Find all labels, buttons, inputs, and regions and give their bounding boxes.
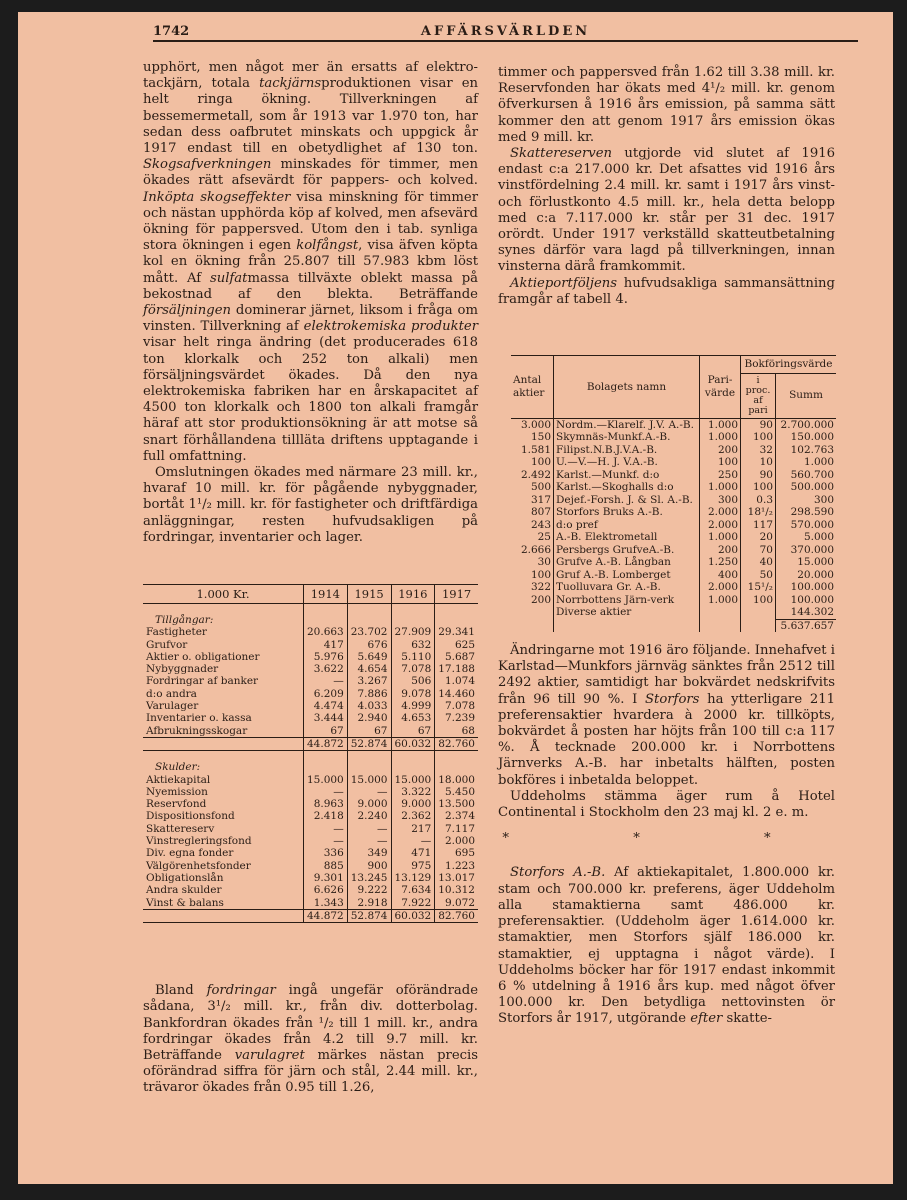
- table-row: [143, 835, 478, 847]
- row-label: Nybyggnader: [146, 663, 219, 676]
- italic-term: kolfångst: [296, 238, 359, 254]
- empty-cell: [304, 604, 348, 627]
- row-value: —: [347, 835, 391, 847]
- row-value: 3.444: [304, 712, 348, 724]
- empty-cell: [511, 619, 554, 632]
- portfolio-cell: 250: [700, 469, 741, 482]
- right-paragraph-5: Uddeholms stämma äger rum å Hotel Continental i Stockholm den 23 maj kl. 2 e. m.: [498, 788, 835, 821]
- table-row: [143, 810, 478, 822]
- row-value: 417: [304, 639, 348, 651]
- portfolio-row: [511, 606, 836, 619]
- row-label: Varulager: [146, 700, 199, 713]
- row-value: 695: [435, 847, 478, 859]
- portfolio-cell: 10: [741, 456, 776, 469]
- row-value: 336: [304, 847, 348, 859]
- portfolio-cell: 1.000: [700, 481, 741, 494]
- portfolio-cell: 2.700.000: [776, 418, 837, 431]
- row-value: 4.474: [304, 700, 348, 712]
- portfolio-cell: 20: [741, 531, 776, 544]
- row-value: 4.999: [391, 700, 435, 712]
- portfolio-body: [511, 418, 836, 632]
- row-value: 4.653: [391, 712, 435, 724]
- portfolio-cell: d:o pref: [554, 519, 700, 532]
- portfolio-cell: 200: [530, 593, 551, 606]
- empty-cell: [304, 751, 348, 774]
- empty-cell: [741, 619, 776, 632]
- portfolio-cell: Karlst.—Skoghalls d:o: [554, 481, 700, 494]
- portfolio-cell: 322: [530, 581, 551, 593]
- left-paragraph-1: upphört, men något mer än ersatts af elektro-tackjärn, totala tackjärnsproduktionen visar en helt ringa ökning. Tillverkningen af bessemermetall, som år 1913 var 1.970 ton, har sedan dess oafbrutet minskats och uppgick år 1917 endast till en obetydlighet af 130 ton. Skogsafverkningen minskades för timmer, men ökades rätt afsevärdt för pappers- och kolved. Inköpta skogseffekter visa minskning för timmer och nästan upphörda köp af kolved, men afsevärd ökning för pappersved. Utom den i tab. synliga stora ökningen i egen kolfångst, visa äfven köpta kol en ökning från 25.807 till 57.983 kbm löst mått. Af sulfatmassa tillväxte oblekt massa på bekostnad af den blekta. Beträffande försäljningen dominerar järnet, liksom i fråga om vinsten. Tillverkning af elektrokemiska produkter visar helt ringa ändring (det producerades 618 ton klorkalk och 252 ton alkali) men försäljningsvärdet ökades. Då den nya elektrokemiska fabriken har en årskapacitet af 4500 ton klorkalk och 1800 ton alkali framgår häraf att stor produktionsökning är att motse så snart förhållandena tillläta driftens upptagande i full omfattning.: [143, 60, 479, 464]
- row-value: 2.940: [347, 712, 391, 724]
- portfolio-row: [511, 418, 836, 431]
- row-value: 7.239: [435, 712, 478, 724]
- portfolio-cell: 100: [530, 568, 551, 581]
- portfolio-cell: 90: [741, 469, 776, 482]
- row-value: 2.362: [391, 810, 435, 822]
- portfolio-cell: 30: [537, 556, 551, 568]
- row-value: 2.918: [347, 897, 391, 910]
- row-value: 15.000: [347, 774, 391, 786]
- left-column-bottom: [143, 970, 478, 1110]
- table-row: [143, 872, 478, 884]
- table-row: [143, 897, 478, 910]
- portfolio-row: [511, 556, 836, 569]
- right-paragraph-3: Aktieportföljens hufvudsakliga sammansättning framgår af tabell 4.: [498, 275, 835, 307]
- portfolio-cell: 570.000: [776, 519, 837, 532]
- right-paragraph-2: Skattereserven utgjorde vid slutet af 1916 endast c:a 217.000 kr. Det afsattes vid 1916 års vinstfördelning 2.4 mill. kr. samt i 1917 års vinst- och förlustkonto 4.5 mill. kr., hela detta belopp med c:a 7.117.000 kr. står per 31 dec. 1917 orördt. Under 1917 verkställd skatteutbetalning synes därför vara lagd på tillverkningen, innan vinsterna därå framkommit.: [498, 146, 835, 275]
- italic-term: Storfors: [644, 691, 700, 707]
- section-title: Skulder:: [155, 761, 201, 774]
- row-value: —: [304, 786, 348, 798]
- row-label: Div. egna fonder: [146, 847, 234, 860]
- portfolio-cell: 807: [530, 506, 551, 518]
- portfolio-total: 5.637.657: [776, 619, 837, 632]
- row-value: 6.626: [304, 884, 348, 896]
- publication-title: AFFÄRSVÄRLDEN: [420, 24, 591, 39]
- portfolio-row: [511, 519, 836, 532]
- row-value: 10.312: [435, 884, 478, 896]
- portfolio-cell: 200: [700, 544, 741, 557]
- portfolio-cell: 500.000: [776, 481, 837, 494]
- balance-header-1916: 1916: [391, 585, 435, 604]
- newspaper-page: [18, 12, 893, 1184]
- portfolio-cell: 15¹/₂: [741, 581, 776, 594]
- right-paragraph-4: Ändringarne mot 1916 äro följande. Innehafvet i Karlstad—Munkfors järnväg sänktes från 2512 till 2492 aktier, samtidigt har bokvärdet nedskrifvits från 96 till 90 %. I Storfors ha ytterligare 211 preferensaktier hvardera à 2000 kr. tillköpts, bokvärdet å posten har höjts från 100 till c:a 117 %. Å tecknade 200.000 kr. i Norrbottens Järnverks A.-B. har inbetalts hälften, posten bokföres i inbetalda beloppet.: [498, 643, 835, 788]
- row-label: Fordringar af banker: [146, 675, 259, 688]
- portfolio-row: [511, 531, 836, 544]
- empty-cell: [700, 619, 741, 632]
- row-value: 506: [391, 675, 435, 687]
- row-label: Dispositionsfond: [146, 810, 235, 823]
- row-value: 6.209: [304, 688, 348, 700]
- row-value: 18.000: [435, 774, 478, 786]
- portfolio-cell: 1.000: [776, 456, 837, 469]
- row-value: 7.078: [435, 700, 478, 712]
- row-value: 13.017: [435, 872, 478, 884]
- row-value: —: [347, 823, 391, 835]
- balance-sheet-table: [143, 584, 478, 923]
- empty-cell: [435, 751, 478, 774]
- row-value: 1.343: [304, 897, 348, 910]
- row-value: 67: [304, 725, 348, 738]
- row-value: 9.301: [304, 872, 348, 884]
- header-antal: Antal aktier: [511, 356, 554, 419]
- portfolio-cell: 0.3: [741, 494, 776, 507]
- empty-cell: [554, 619, 700, 632]
- row-value: 15.000: [304, 774, 348, 786]
- portfolio-cell: 2.666: [520, 543, 551, 556]
- italic-term: efter: [690, 1011, 723, 1027]
- italic-term: sulfat: [209, 270, 248, 286]
- portfolio-cell: 70: [741, 544, 776, 557]
- row-label: Aktier o. obligationer: [146, 650, 260, 663]
- row-value: 349: [347, 847, 391, 859]
- row-label: Andra skulder: [146, 884, 222, 897]
- portfolio-cell: 15.000: [776, 556, 837, 569]
- portfolio-cell: 40: [741, 556, 776, 569]
- italic-term: Skattereserven: [510, 146, 613, 162]
- row-value: 217: [391, 823, 435, 835]
- row-label: Inventarier o. kassa: [146, 712, 252, 725]
- row-value: 1.223: [435, 860, 478, 872]
- header-bokf: Bokföringsvärde: [741, 356, 837, 374]
- portfolio-cell: Diverse aktier: [554, 606, 700, 619]
- row-value: 68: [435, 725, 478, 738]
- total-value: 52.874: [347, 737, 391, 750]
- italic-term: fordringar: [206, 983, 276, 999]
- portfolio-cell: 100: [700, 456, 741, 469]
- portfolio-cell: 2.000: [700, 519, 741, 532]
- portfolio-header-row: [511, 356, 836, 374]
- portfolio-cell: 500: [530, 481, 551, 493]
- right-paragraph-1: timmer och pappersved från 1.62 till 3.38 mill. kr. Reservfonden har ökats med 4¹/₂ mill. kr. genom öfverkursen å 1916 års emission, på samma sätt kommer den att genom 1917 års emission ökas med 9 mill. kr.: [498, 65, 835, 145]
- row-value: 9.000: [391, 798, 435, 810]
- row-value: 7.634: [391, 884, 435, 896]
- row-label: Välgörenhetsfonder: [146, 859, 251, 872]
- portfolio-cell: 1.000: [700, 418, 741, 431]
- row-value: 885: [304, 860, 348, 872]
- table-row: [143, 786, 478, 798]
- row-value: 20.663: [304, 626, 348, 638]
- table-row: [143, 860, 478, 872]
- row-value: 17.188: [435, 663, 478, 675]
- portfolio-cell: 400: [700, 569, 741, 582]
- portfolio-cell: 200: [700, 444, 741, 457]
- row-value: 5.687: [435, 651, 478, 663]
- portfolio-cell: [700, 606, 741, 619]
- row-value: 9.072: [435, 897, 478, 910]
- row-label: Vinstregleringsfond: [146, 835, 252, 848]
- row-value: 9.222: [347, 884, 391, 896]
- table-row: [143, 639, 478, 651]
- portfolio-cell: 3.000: [520, 418, 551, 431]
- portfolio-row: [511, 431, 836, 444]
- row-label: Aktiekapital: [146, 773, 211, 786]
- total-row: [143, 909, 478, 922]
- italic-term: tackjärns: [259, 76, 322, 92]
- portfolio-cell: 144.302: [776, 606, 837, 619]
- row-value: 5.976: [304, 651, 348, 663]
- row-label: Obligationslån: [146, 871, 224, 884]
- italic-term: elektrokemiska produkter: [303, 319, 478, 335]
- portfolio-row: [511, 569, 836, 582]
- total-value: 60.032: [391, 909, 435, 922]
- portfolio-row: [511, 544, 836, 557]
- italic-term: varulagret: [234, 1048, 305, 1063]
- row-value: 23.702: [347, 626, 391, 638]
- total-label: [143, 909, 304, 922]
- row-value: 8.963: [304, 798, 348, 810]
- page-number: 1742: [153, 24, 190, 39]
- portfolio-cell: 150: [530, 431, 551, 443]
- portfolio-cell: Skymnäs-Munkf.A.-B.: [554, 431, 700, 444]
- table-row: [143, 651, 478, 663]
- header-proc: i proc. af pari: [741, 373, 776, 418]
- empty-cell: [435, 604, 478, 627]
- row-label: Grufvor: [146, 638, 188, 651]
- header-pari: Pari-värde: [700, 356, 741, 419]
- portfolio-row: [511, 444, 836, 457]
- portfolio-cell: 2.000: [700, 506, 741, 519]
- portfolio-row: [511, 594, 836, 607]
- portfolio-cell: 18¹/₂: [741, 506, 776, 519]
- italic-term: Storfors A.-B.: [510, 865, 606, 881]
- portfolio-total-row: [511, 619, 836, 632]
- row-label: Skattereserv: [146, 822, 215, 835]
- total-value: 52.874: [347, 909, 391, 922]
- portfolio-cell: 317: [530, 493, 551, 506]
- row-value: 900: [347, 860, 391, 872]
- row-value: 625: [435, 639, 478, 651]
- row-value: 2.000: [435, 835, 478, 847]
- table-row: [143, 663, 478, 675]
- portfolio-cell: 150.000: [776, 431, 837, 444]
- portfolio-cell: Nordm.—Klarelf. J.V. A.-B.: [554, 418, 700, 431]
- row-value: 9.078: [391, 688, 435, 700]
- row-value: 4.033: [347, 700, 391, 712]
- row-value: —: [347, 786, 391, 798]
- portfolio-cell: 1.000: [700, 531, 741, 544]
- left-column: [143, 60, 478, 546]
- portfolio-row: [511, 494, 836, 507]
- row-value: 2.418: [304, 810, 348, 822]
- balance-header-1915: 1915: [347, 585, 391, 604]
- balance-header-1914: 1914: [304, 585, 348, 604]
- portfolio-cell: 1.000: [700, 594, 741, 607]
- portfolio-row: [511, 481, 836, 494]
- row-label: Afbrukningsskogar: [146, 724, 248, 737]
- table-row: [143, 823, 478, 835]
- portfolio-cell: 1.581: [520, 443, 551, 456]
- portfolio-cell: Persbergs GrufveA.-B.: [554, 544, 700, 557]
- row-value: 4.654: [347, 663, 391, 675]
- right-paragraph-6: Storfors A.-B. Af aktiekapitalet, 1.800.000 kr. stam och 700.000 kr. preferens, äger Uddeholm alla stamaktierna samt 486.000 kr. preferensaktier. (Uddeholm äger 1.614.000 kr. stamaktier, men Storfors själf 186.000 kr. stamaktier, ej upptagna i något värde). I Uddeholms böcker har för 1917 endast inkommit 6 % utdelning å 1916 års kup. med något öfver 100.000 kr. Den betydliga nettovinsten ör Storfors år 1917, utgörande efter skatte-: [498, 865, 835, 1027]
- row-value: 13.245: [347, 872, 391, 884]
- row-value: 14.460: [435, 688, 478, 700]
- portfolio-cell: Norrbottens Järn-verk: [554, 594, 700, 607]
- table-row: [143, 700, 478, 712]
- portfolio-cell: 102.763: [776, 444, 837, 457]
- portfolio-cell: 2.000: [700, 581, 741, 594]
- table-row: [143, 626, 478, 638]
- portfolio-cell: 370.000: [776, 544, 837, 557]
- portfolio-cell: 100: [741, 594, 776, 607]
- row-value: 67: [347, 725, 391, 738]
- portfolio-cell: Karlst.—Munkf. d:o: [554, 469, 700, 482]
- portfolio-cell: 2.492: [520, 468, 551, 481]
- row-value: 13.129: [391, 872, 435, 884]
- section-separator: * * *: [502, 831, 831, 847]
- total-value: 82.760: [435, 909, 478, 922]
- row-value: —: [304, 823, 348, 835]
- row-value: 9.000: [347, 798, 391, 810]
- portfolio-cell: 20.000: [776, 569, 837, 582]
- portfolio-cell: Dejef.-Forsh. J. & Sl. A.-B.: [554, 494, 700, 507]
- portfolio-row: [511, 456, 836, 469]
- header-summ: Summ: [776, 373, 837, 418]
- portfolio-cell: 90: [741, 418, 776, 431]
- portfolio-cell: 25: [537, 531, 551, 543]
- portfolio-cell: 298.590: [776, 506, 837, 519]
- row-value: 3.322: [391, 786, 435, 798]
- table-row: [143, 798, 478, 810]
- portfolio-cell: 5.000: [776, 531, 837, 544]
- portfolio-cell: A.-B. Elektrometall: [554, 531, 700, 544]
- portfolio-cell: 243: [530, 518, 551, 531]
- row-value: 3.622: [304, 663, 348, 675]
- balance-body: [143, 604, 478, 923]
- balance-header-1917: 1917: [435, 585, 478, 604]
- row-value: 27.909: [391, 626, 435, 638]
- total-value: 60.032: [391, 737, 435, 750]
- row-value: 676: [347, 639, 391, 651]
- header-rule: [153, 40, 858, 42]
- portfolio-cell: Grufve A.-B. Långban: [554, 556, 700, 569]
- portfolio-cell: 117: [741, 519, 776, 532]
- portfolio-cell: 32: [741, 444, 776, 457]
- row-value: 7.078: [391, 663, 435, 675]
- portfolio-cell: 100: [741, 481, 776, 494]
- portfolio-cell: 300: [776, 494, 837, 507]
- row-value: —: [391, 835, 435, 847]
- header-bolag: Bolagets namn: [554, 356, 700, 419]
- italic-term: Inköpta skogseffekter: [143, 189, 291, 205]
- row-value: 7.922: [391, 897, 435, 910]
- row-value: 471: [391, 847, 435, 859]
- portfolio-cell: 560.700: [776, 469, 837, 482]
- row-label: Fastigheter: [146, 626, 207, 639]
- row-value: 2.374: [435, 810, 478, 822]
- portfolio-cell: Filipst.N.B.J.V.A.-B.: [554, 444, 700, 457]
- row-value: 13.500: [435, 798, 478, 810]
- portfolio-cell: 100.000: [776, 594, 837, 607]
- table-row: [143, 884, 478, 896]
- balance-header-unit: 1.000 Kr.: [143, 585, 304, 604]
- table-row: [143, 774, 478, 786]
- table-row: [143, 725, 478, 738]
- row-value: 632: [391, 639, 435, 651]
- portfolio-cell: 300: [700, 494, 741, 507]
- portfolio-cell: 100.000: [776, 581, 837, 594]
- row-value: 2.240: [347, 810, 391, 822]
- left-paragraph-2: Omslutningen ökades med närmare 23 mill. kr., hvaraf 10 mill. kr. för pågående nybyggnader, bortåt 1¹/₂ mill. kr. för fastigheter och driftfärdiga anläggningar, resten hufvudsakligen på fordringar, inventarier och lager.: [143, 465, 478, 545]
- row-value: 975: [391, 860, 435, 872]
- portfolio-cell: 1.250: [700, 556, 741, 569]
- row-label: Reservfond: [146, 798, 207, 811]
- row-value: 5.649: [347, 651, 391, 663]
- portfolio-cell: Tuolluvara Gr. A.-B.: [554, 581, 700, 594]
- portfolio-cell: 100: [530, 456, 551, 468]
- portfolio-row: [511, 469, 836, 482]
- empty-cell: [347, 604, 391, 627]
- share-portfolio-table: [511, 355, 836, 632]
- portfolio-cell: 50: [741, 569, 776, 582]
- italic-term: Skogsafverkningen: [143, 157, 272, 173]
- total-value: 82.760: [435, 737, 478, 750]
- portfolio-cell: [511, 606, 554, 619]
- total-value: 44.872: [304, 737, 348, 750]
- table-row: [143, 688, 478, 700]
- row-value: 15.000: [391, 774, 435, 786]
- row-value: 5.450: [435, 786, 478, 798]
- portfolio-cell: 100: [741, 431, 776, 444]
- row-label: d:o andra: [146, 687, 197, 700]
- balance-header-row: [143, 585, 478, 604]
- italic-term: försäljningen: [143, 303, 232, 319]
- total-row: [143, 737, 478, 750]
- table-row: [143, 675, 478, 687]
- left-paragraph-3: Bland fordringar ingå ungefär oförändrade sådana, 3¹/₂ mill. kr., från div. dotterbolag. Bankfordran ökades från ¹/₂ till 1 mill. kr., andra fordringar ökades från 4.2 till 9.7 mill. kr. Beträffande varulagret märkes nästan precis oförändrad siffra för järn och stål, 2.44 mill. kr., trävaror ökades från 0.95 till 1.26,: [143, 983, 478, 1096]
- assets-section: [143, 604, 478, 627]
- empty-cell: [391, 751, 435, 774]
- portfolio-cell: Storfors Bruks A.-B.: [554, 506, 700, 519]
- row-label: Vinst & balans: [146, 896, 224, 909]
- row-value: 3.267: [347, 675, 391, 687]
- italic-term: Aktieportföljens: [510, 275, 618, 291]
- portfolio-row: [511, 506, 836, 519]
- row-value: 29.341: [435, 626, 478, 638]
- total-value: 44.872: [304, 909, 348, 922]
- row-value: 7.886: [347, 688, 391, 700]
- empty-cell: [347, 751, 391, 774]
- row-value: 67: [391, 725, 435, 738]
- portfolio-cell: 1.000: [700, 431, 741, 444]
- empty-cell: [391, 604, 435, 627]
- row-value: 5.110: [391, 651, 435, 663]
- row-value: 7.117: [435, 823, 478, 835]
- row-value: —: [304, 675, 348, 687]
- table-row: [143, 712, 478, 724]
- row-value: 1.074: [435, 675, 478, 687]
- liabilities-section: [143, 751, 478, 774]
- portfolio-row: [511, 581, 836, 594]
- table-row: [143, 847, 478, 859]
- row-value: —: [304, 835, 348, 847]
- row-label: Nyemission: [146, 785, 208, 798]
- portfolio-cell: U.—V.—H. J. V.A.-B.: [554, 456, 700, 469]
- total-label: [143, 737, 304, 750]
- section-title: Tillgångar:: [155, 614, 214, 626]
- portfolio-cell: [741, 606, 776, 619]
- portfolio-cell: Gruf A.-B. Lomberget: [554, 569, 700, 582]
